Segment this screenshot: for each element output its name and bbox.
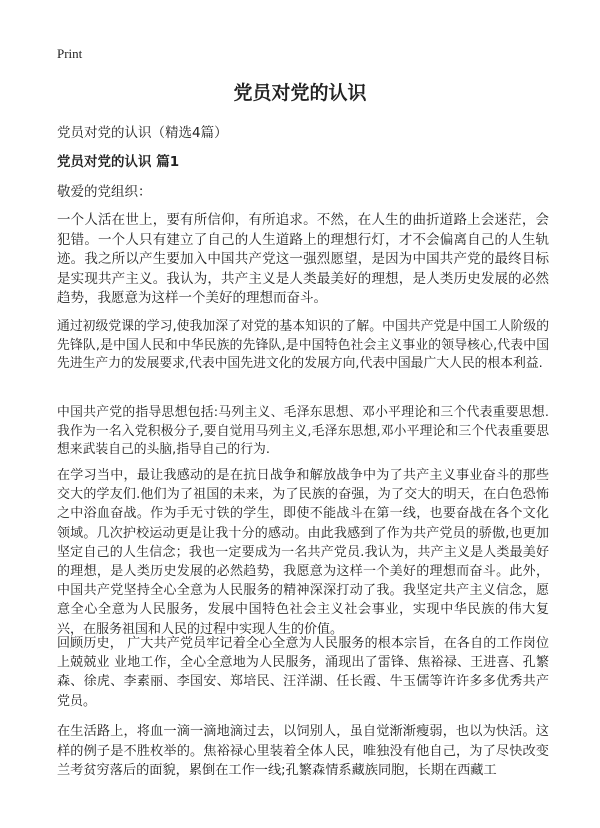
paragraph: 通过初级党课的学习,使我加深了对党的基本知识的了解。中国共产党是中国工人阶级的先锋队,是中国人民和中华民族的先锋队,是中国特色社会主义事业的领导核心,代表中国先进生产力的发展要求,代表中国先进文化的发展方向,代表中国最广大人民的根本利益. — [57, 319, 549, 371]
page-title: 党员对党的认识 — [233, 82, 367, 104]
paragraph: 在生活路上，将血一滴一滴地滴过去，以饲别人，虽自觉渐渐瘦弱，也以为快活。这样的例子是不胜枚举的。焦裕禄心里装着全体人民，唯独没有他自己，为了尽快改变兰考贫穷落后的面貌，累倒在工作一线;孔繁森情系藏族同胞，长期在西藏工 — [57, 724, 549, 778]
paragraph: 回顾历史， 广大共产党员牢记着全心全意为人民服务的根本宗旨，在各自的工作岗位上兢兢业 业地工作，全心全意地为人民服务，涌现出了雷锋、焦裕禄、王进喜、孔繁森、徐虎、李素丽、李国安、郑培民、汪洋湖、任长霞、牛玉儒等许许多多优秀共产党员。 — [57, 636, 549, 709]
paragraph: 在学习当中，最让我感动的是在抗日战争和解放战争中为了共产主义事业奋斗的那些交大的学友们.他们为了祖国的未来，为了民族的奋强，为了交大的明天，在白色恐怖之中浴血奋战。作为手无寸铁的学生，即使不能战斗在第一线，也要奋战在各个文化领域。几次护校运动更是让我十分的感动。由此我感到了作为共产党员的骄傲,也更加坚定自己的人生信念；我也一定要成为一名共产党员.我认为，共产主义是人类最美好的理想，是人类历史发展的必然趋势，我愿意为这样一个美好的理想而奋斗。此外，中国共产党坚持全心全意为人民服务的精神深深打动了我。我坚定共产主义信念，愿意全心全意为人民服务，发展中国特色社会主义社会事业，实现中华民族的伟大复兴，在服务祖国和人民的过程中实现人生的价值。 — [57, 468, 549, 637]
paragraph: 中国共产党的指导思想包括:马列主义、毛泽东思想、邓小平理论和三个代表重要思想.我作为一名入党积极分子,要自觉用马列主义,毛泽东思想,邓小平理论和三个代表重要思想来武装自己的头脑,指导自己的行为. — [57, 405, 549, 457]
print-link[interactable]: Print — [57, 46, 83, 61]
paragraph: 一个人活在世上，要有所信仰，有所追求。不然，在人生的曲折道路上会迷茫，会犯错。一个人只有建立了自己的人生道路上的理想行灯，才不会偏离自己的人生轨迹。我之所以产生要加入中国共产党这一强烈愿望，是因为中国共产党的最终目标是实现共产主义。我认为，共产主义是人类最美好的理想，是人类历史发展的必然趋势，我愿意为这样一个美好的理想而奋斗。 — [57, 212, 549, 306]
salutation: 敬爱的党组织： — [57, 184, 152, 200]
document-subtitle: 党员对党的认识（精选4篇） — [57, 125, 228, 141]
section-heading: 党员对党的认识 篇1 — [57, 154, 180, 170]
